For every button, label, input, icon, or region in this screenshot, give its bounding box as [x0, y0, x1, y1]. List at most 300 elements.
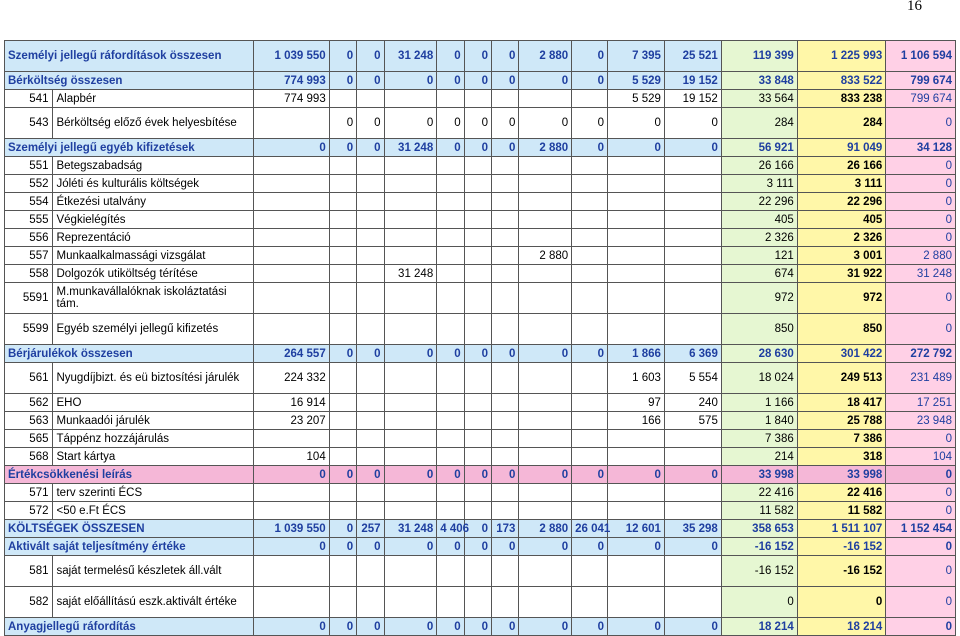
row-value: 26 166: [797, 157, 886, 175]
row-value: 799 674: [886, 72, 956, 90]
row-value: 0: [886, 484, 956, 502]
row-code: 552: [5, 175, 53, 193]
row-value: [253, 265, 329, 283]
row-value: -16 152: [797, 538, 886, 556]
row-value: [357, 90, 384, 108]
row-value: 0: [357, 538, 384, 556]
row-value: 0: [384, 466, 437, 484]
row-value: [464, 193, 491, 211]
row-value: 0: [886, 193, 956, 211]
row-value: 799 674: [886, 90, 956, 108]
row-label: Étkezési utalvány: [53, 193, 253, 211]
row-value: 18 214: [721, 618, 797, 636]
row-value: 0: [464, 108, 491, 139]
row-value: [329, 448, 356, 466]
row-value: [608, 448, 665, 466]
row-value: [519, 314, 572, 345]
row-value: [384, 484, 437, 502]
row-value: 0: [464, 72, 491, 90]
row-value: [384, 90, 437, 108]
row-value: 0: [886, 466, 956, 484]
row-value: [437, 394, 464, 412]
row-value: [572, 556, 608, 587]
row-value: [519, 175, 572, 193]
row-value: [572, 448, 608, 466]
row-value: 3 111: [721, 175, 797, 193]
row-value: [384, 394, 437, 412]
row-value: 0: [329, 538, 356, 556]
row-value: 2 326: [721, 229, 797, 247]
table-row: [5, 72, 956, 90]
row-value: [664, 193, 721, 211]
row-value: [608, 157, 665, 175]
row-value: 173: [492, 520, 519, 538]
row-value: 0: [492, 139, 519, 157]
row-value: 0: [492, 466, 519, 484]
row-value: 833 238: [797, 90, 886, 108]
table-body: [5, 41, 956, 636]
row-label: Bérköltség előző évek helyesbítése: [53, 108, 253, 139]
row-value: 850: [721, 314, 797, 345]
row-value: 11 582: [721, 502, 797, 520]
row-value: [384, 314, 437, 345]
row-value: 575: [664, 412, 721, 430]
row-value: [253, 484, 329, 502]
row-value: [572, 265, 608, 283]
row-value: 0: [572, 538, 608, 556]
row-value: [519, 484, 572, 502]
row-value: [384, 193, 437, 211]
row-value: 16 914: [253, 394, 329, 412]
row-value: 0: [519, 466, 572, 484]
row-value: 674: [721, 265, 797, 283]
row-value: [329, 265, 356, 283]
row-value: [464, 247, 491, 265]
row-value: 0: [886, 556, 956, 587]
row-value: 0: [253, 538, 329, 556]
row-value: [572, 412, 608, 430]
row-value: 1 152 454: [886, 520, 956, 538]
row-value: [572, 193, 608, 211]
row-value: [329, 211, 356, 229]
row-value: [384, 175, 437, 193]
row-value: [519, 157, 572, 175]
page-number: 16: [907, 0, 922, 14]
row-value: 0: [664, 538, 721, 556]
table-row: [5, 175, 956, 193]
row-value: [664, 556, 721, 587]
row-label: Dolgozók utiköltség térítése: [53, 265, 253, 283]
row-value: [253, 314, 329, 345]
row-value: [464, 394, 491, 412]
row-value: 18 024: [721, 363, 797, 394]
table-row: [5, 139, 956, 157]
row-value: 0: [664, 466, 721, 484]
row-value: 0: [886, 283, 956, 314]
row-value: 0: [329, 618, 356, 636]
row-value: 0: [797, 587, 886, 618]
row-value: 6 369: [664, 345, 721, 363]
row-value: [253, 108, 329, 139]
table-row: [5, 193, 956, 211]
row-value: [608, 247, 665, 265]
row-value: [492, 363, 519, 394]
row-value: 0: [492, 41, 519, 72]
row-value: [572, 90, 608, 108]
row-value: 7 386: [797, 430, 886, 448]
row-value: 231 489: [886, 363, 956, 394]
row-value: 272 792: [886, 345, 956, 363]
row-value: 0: [608, 466, 665, 484]
row-label: Reprezentáció: [53, 229, 253, 247]
row-value: [384, 211, 437, 229]
row-value: 0: [384, 618, 437, 636]
row-value: [464, 448, 491, 466]
row-value: [519, 412, 572, 430]
table-row: [5, 484, 956, 502]
row-value: 0: [464, 139, 491, 157]
row-value: [329, 412, 356, 430]
row-value: 18 417: [797, 394, 886, 412]
row-value: [492, 448, 519, 466]
row-value: [608, 211, 665, 229]
row-value: 1 166: [721, 394, 797, 412]
row-value: 22 416: [721, 484, 797, 502]
row-value: 0: [437, 618, 464, 636]
row-label: Alapbér: [53, 90, 253, 108]
row-code: 551: [5, 157, 53, 175]
table-row: [5, 283, 956, 314]
row-value: [437, 193, 464, 211]
row-value: [492, 394, 519, 412]
row-value: [384, 502, 437, 520]
row-value: 5 554: [664, 363, 721, 394]
table-row: [5, 265, 956, 283]
row-value: 0: [572, 139, 608, 157]
row-code: 5591: [5, 283, 53, 314]
row-value: 0: [519, 72, 572, 90]
row-value: 405: [797, 211, 886, 229]
row-value: [253, 247, 329, 265]
row-value: 0: [608, 139, 665, 157]
row-label: Személyi jellegű ráfordítások összesen: [5, 41, 254, 72]
row-value: [519, 448, 572, 466]
row-label: Betegszabadság: [53, 157, 253, 175]
row-value: 0: [572, 345, 608, 363]
row-value: [492, 157, 519, 175]
table-row: [5, 108, 956, 139]
row-value: [357, 448, 384, 466]
row-value: 0: [492, 345, 519, 363]
row-label: EHO: [53, 394, 253, 412]
row-value: [664, 448, 721, 466]
row-value: [253, 587, 329, 618]
row-value: [464, 502, 491, 520]
row-value: 284: [797, 108, 886, 139]
row-value: 0: [464, 520, 491, 538]
row-label: M.munkavállalóknak iskoláztatási tám.: [53, 283, 253, 314]
table-row: [5, 314, 956, 345]
row-value: 0: [886, 175, 956, 193]
row-value: [664, 175, 721, 193]
row-code: 561: [5, 363, 53, 394]
row-value: 0: [464, 345, 491, 363]
row-value: 2 880: [519, 247, 572, 265]
row-value: 972: [721, 283, 797, 314]
table-row: [5, 448, 956, 466]
row-value: [437, 448, 464, 466]
row-label: saját termelésű készletek áll.vált: [53, 556, 253, 587]
row-value: 0: [329, 466, 356, 484]
table-row: [5, 556, 956, 587]
row-value: [572, 363, 608, 394]
row-value: 104: [253, 448, 329, 466]
row-value: 0: [572, 41, 608, 72]
row-value: [572, 283, 608, 314]
row-value: [384, 412, 437, 430]
row-value: 26 041: [572, 520, 608, 538]
row-value: 33 848: [721, 72, 797, 90]
row-value: [464, 175, 491, 193]
row-value: [329, 430, 356, 448]
row-value: 0: [357, 345, 384, 363]
row-label: Anyagjellegű ráfordítás: [5, 618, 254, 636]
row-value: 7 395: [608, 41, 665, 72]
row-value: 318: [797, 448, 886, 466]
table-row: [5, 502, 956, 520]
row-value: [329, 157, 356, 175]
row-value: [253, 175, 329, 193]
row-value: [357, 587, 384, 618]
row-value: 2 880: [519, 139, 572, 157]
row-value: [519, 265, 572, 283]
row-label: Egyéb személyi jellegű kifizetés: [53, 314, 253, 345]
row-value: 0: [608, 538, 665, 556]
row-value: [664, 314, 721, 345]
row-value: 5 529: [608, 72, 665, 90]
row-value: [464, 363, 491, 394]
row-label: saját előállítású eszk.aktivált értéke: [53, 587, 253, 618]
row-value: [437, 283, 464, 314]
row-value: [464, 157, 491, 175]
table-row: [5, 41, 956, 72]
row-label: KÖLTSÉGEK ÖSSZESEN: [5, 520, 254, 538]
row-value: 0: [886, 502, 956, 520]
row-value: 774 993: [253, 90, 329, 108]
row-code: 582: [5, 587, 53, 618]
row-code: 541: [5, 90, 53, 108]
row-value: 0: [253, 466, 329, 484]
table-row: [5, 466, 956, 484]
row-value: [357, 314, 384, 345]
row-value: [572, 211, 608, 229]
row-value: 7 386: [721, 430, 797, 448]
row-value: [464, 412, 491, 430]
row-value: 0: [437, 538, 464, 556]
row-value: [464, 265, 491, 283]
row-value: 11 582: [797, 502, 886, 520]
row-value: -16 152: [721, 538, 797, 556]
row-code: 555: [5, 211, 53, 229]
row-value: [664, 484, 721, 502]
row-value: [357, 283, 384, 314]
row-value: 0: [329, 139, 356, 157]
row-label: <50 e.Ft ÉCS: [53, 502, 253, 520]
row-value: [437, 556, 464, 587]
row-value: 0: [357, 108, 384, 139]
row-value: [519, 394, 572, 412]
row-value: 0: [437, 108, 464, 139]
row-value: 0: [384, 538, 437, 556]
row-value: [357, 363, 384, 394]
row-value: 0: [329, 41, 356, 72]
row-value: 22 296: [797, 193, 886, 211]
row-value: 28 630: [721, 345, 797, 363]
row-code: 556: [5, 229, 53, 247]
row-value: 0: [519, 538, 572, 556]
row-code: 558: [5, 265, 53, 283]
row-value: 1 039 550: [253, 41, 329, 72]
row-value: [464, 556, 491, 587]
row-value: [492, 247, 519, 265]
row-value: 166: [608, 412, 665, 430]
row-value: [519, 363, 572, 394]
row-value: [664, 157, 721, 175]
row-value: [572, 247, 608, 265]
row-value: [329, 502, 356, 520]
row-value: 18 214: [797, 618, 886, 636]
table-row: [5, 229, 956, 247]
row-value: 2 880: [886, 247, 956, 265]
row-value: 0: [519, 345, 572, 363]
row-value: 1 866: [608, 345, 665, 363]
row-value: [437, 247, 464, 265]
row-code: 565: [5, 430, 53, 448]
row-value: -16 152: [797, 556, 886, 587]
row-value: 33 998: [721, 466, 797, 484]
table-row: [5, 90, 956, 108]
row-value: 0: [664, 139, 721, 157]
row-value: [608, 502, 665, 520]
row-value: [492, 502, 519, 520]
row-value: [664, 502, 721, 520]
row-value: 1 106 594: [886, 41, 956, 72]
row-value: [329, 175, 356, 193]
row-code: 581: [5, 556, 53, 587]
row-code: 562: [5, 394, 53, 412]
row-value: 0: [492, 72, 519, 90]
row-value: 56 921: [721, 139, 797, 157]
row-value: 0: [492, 538, 519, 556]
row-value: 0: [464, 466, 491, 484]
row-label: Munkaalkalmassági vizsgálat: [53, 247, 253, 265]
row-value: 0: [437, 72, 464, 90]
row-value: 33 564: [721, 90, 797, 108]
row-value: [437, 90, 464, 108]
row-value: 0: [572, 72, 608, 90]
row-value: [464, 484, 491, 502]
row-value: 0: [886, 211, 956, 229]
row-code: 543: [5, 108, 53, 139]
row-value: 0: [492, 108, 519, 139]
row-label: Táppénz hozzájárulás: [53, 430, 253, 448]
row-value: 0: [384, 345, 437, 363]
row-value: 0: [886, 587, 956, 618]
row-value: [464, 430, 491, 448]
row-value: 284: [721, 108, 797, 139]
row-value: [572, 484, 608, 502]
row-value: 0: [572, 108, 608, 139]
row-value: [464, 314, 491, 345]
row-value: [519, 229, 572, 247]
row-value: 0: [357, 139, 384, 157]
row-value: [519, 90, 572, 108]
row-code: 571: [5, 484, 53, 502]
row-value: [357, 247, 384, 265]
row-value: [608, 283, 665, 314]
row-value: [664, 265, 721, 283]
row-value: [253, 157, 329, 175]
row-value: [519, 430, 572, 448]
row-value: [492, 484, 519, 502]
row-value: [253, 211, 329, 229]
row-value: 5 529: [608, 90, 665, 108]
row-value: [253, 502, 329, 520]
row-value: [329, 587, 356, 618]
row-value: [572, 430, 608, 448]
row-code: 572: [5, 502, 53, 520]
row-label: Jóléti és kulturális költségek: [53, 175, 253, 193]
row-value: 0: [572, 466, 608, 484]
row-value: [357, 229, 384, 247]
row-value: [608, 314, 665, 345]
row-value: 0: [886, 618, 956, 636]
row-value: [492, 283, 519, 314]
row-value: 1 511 107: [797, 520, 886, 538]
row-value: 17 251: [886, 394, 956, 412]
row-value: [329, 394, 356, 412]
row-value: 31 248: [886, 265, 956, 283]
row-value: 0: [721, 587, 797, 618]
row-value: [572, 175, 608, 193]
table-row: [5, 345, 956, 363]
row-value: [608, 587, 665, 618]
row-value: 121: [721, 247, 797, 265]
row-value: [384, 448, 437, 466]
row-value: [664, 587, 721, 618]
row-value: [384, 556, 437, 587]
row-value: [608, 556, 665, 587]
row-value: 0: [357, 41, 384, 72]
row-value: [664, 430, 721, 448]
row-value: [329, 193, 356, 211]
row-value: 0: [608, 108, 665, 139]
row-code: 554: [5, 193, 53, 211]
row-code: 5599: [5, 314, 53, 345]
row-value: [357, 265, 384, 283]
row-value: [357, 394, 384, 412]
row-value: 0: [519, 108, 572, 139]
row-value: 33 998: [797, 466, 886, 484]
row-value: [572, 229, 608, 247]
table-row: [5, 247, 956, 265]
row-value: 2 326: [797, 229, 886, 247]
table-row: [5, 430, 956, 448]
row-value: [437, 587, 464, 618]
row-value: 0: [329, 108, 356, 139]
row-value: [492, 587, 519, 618]
row-value: [253, 193, 329, 211]
